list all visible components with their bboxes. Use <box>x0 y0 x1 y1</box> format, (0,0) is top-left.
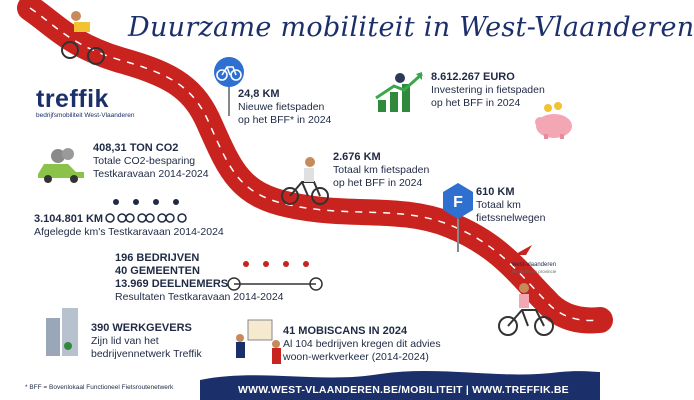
cyclist-icon <box>278 156 334 206</box>
cyclist-woman-icon <box>496 282 560 338</box>
stat-new-paths: 24,8 KM Nieuwe fietspaden op het BFF* in 2024 <box>238 88 332 126</box>
logo-name: treffik <box>36 85 109 113</box>
highway-sign-letter: F <box>453 194 463 211</box>
stat-total-km: 2.676 KM Totaal km fietspaden op het BFF in 2024 <box>333 151 430 189</box>
stat-investment: 8.612.267 EURO Investering in fietspaden op het BFF in 2024 <box>431 71 545 109</box>
cycle-highway-sign-icon <box>441 182 475 252</box>
footnote: * BFF = Bovenlokaal Functioneel Fietsroutenetwerk <box>25 384 174 391</box>
footer-links[interactable]: WWW.WEST-VLAANDEREN.BE/MOBILITEIT | WWW.TREFFIK.BE <box>238 384 569 396</box>
west-vlaanderen-logo: west-vlaanderen de gedreven provincie <box>512 243 574 275</box>
electric-car-icon <box>34 148 90 184</box>
stat-co2: 408,31 TON CO2 Totale CO2-besparing Testkaravaan 2014-2024 <box>93 142 209 180</box>
stat-results: 196 BEDRIJVEN 40 GEMEENTEN 13.969 DEELNEMERS Resultaten Testkaravaan 2014-2024 <box>115 252 284 303</box>
stat-employers: 390 WERKGEVERS Zijn lid van het bedrijvennetwerk Treffik <box>91 322 202 360</box>
growth-chart-icon <box>372 70 428 116</box>
page-title: Duurzame mobiliteit in West-Vlaanderen <box>128 12 694 43</box>
stat-mobiscans: 41 MOBISCANS IN 2024 Al 104 bedrijven kregen dit advies woon-werkverkeer (2014-2024) <box>283 325 441 363</box>
stat-highways: 610 KM Totaal km fietssnelwegen <box>476 186 546 224</box>
presentation-icon <box>232 318 284 366</box>
footer <box>0 372 600 400</box>
piggy-bank-icon <box>528 100 580 140</box>
stat-km-driven: 3.104.801 KM Afgelegde km's Testkaravaan 2014-2024 <box>34 213 224 238</box>
tandem-bike-icon <box>226 256 326 292</box>
treffik-logo <box>36 86 135 120</box>
falling-cyclist-icon <box>56 8 112 68</box>
logo-tagline: bedrijfsmobiliteit West-Vlaanderen <box>36 112 135 119</box>
west-vlaanderen-mark-icon <box>512 243 534 257</box>
buildings-icon <box>44 306 86 358</box>
